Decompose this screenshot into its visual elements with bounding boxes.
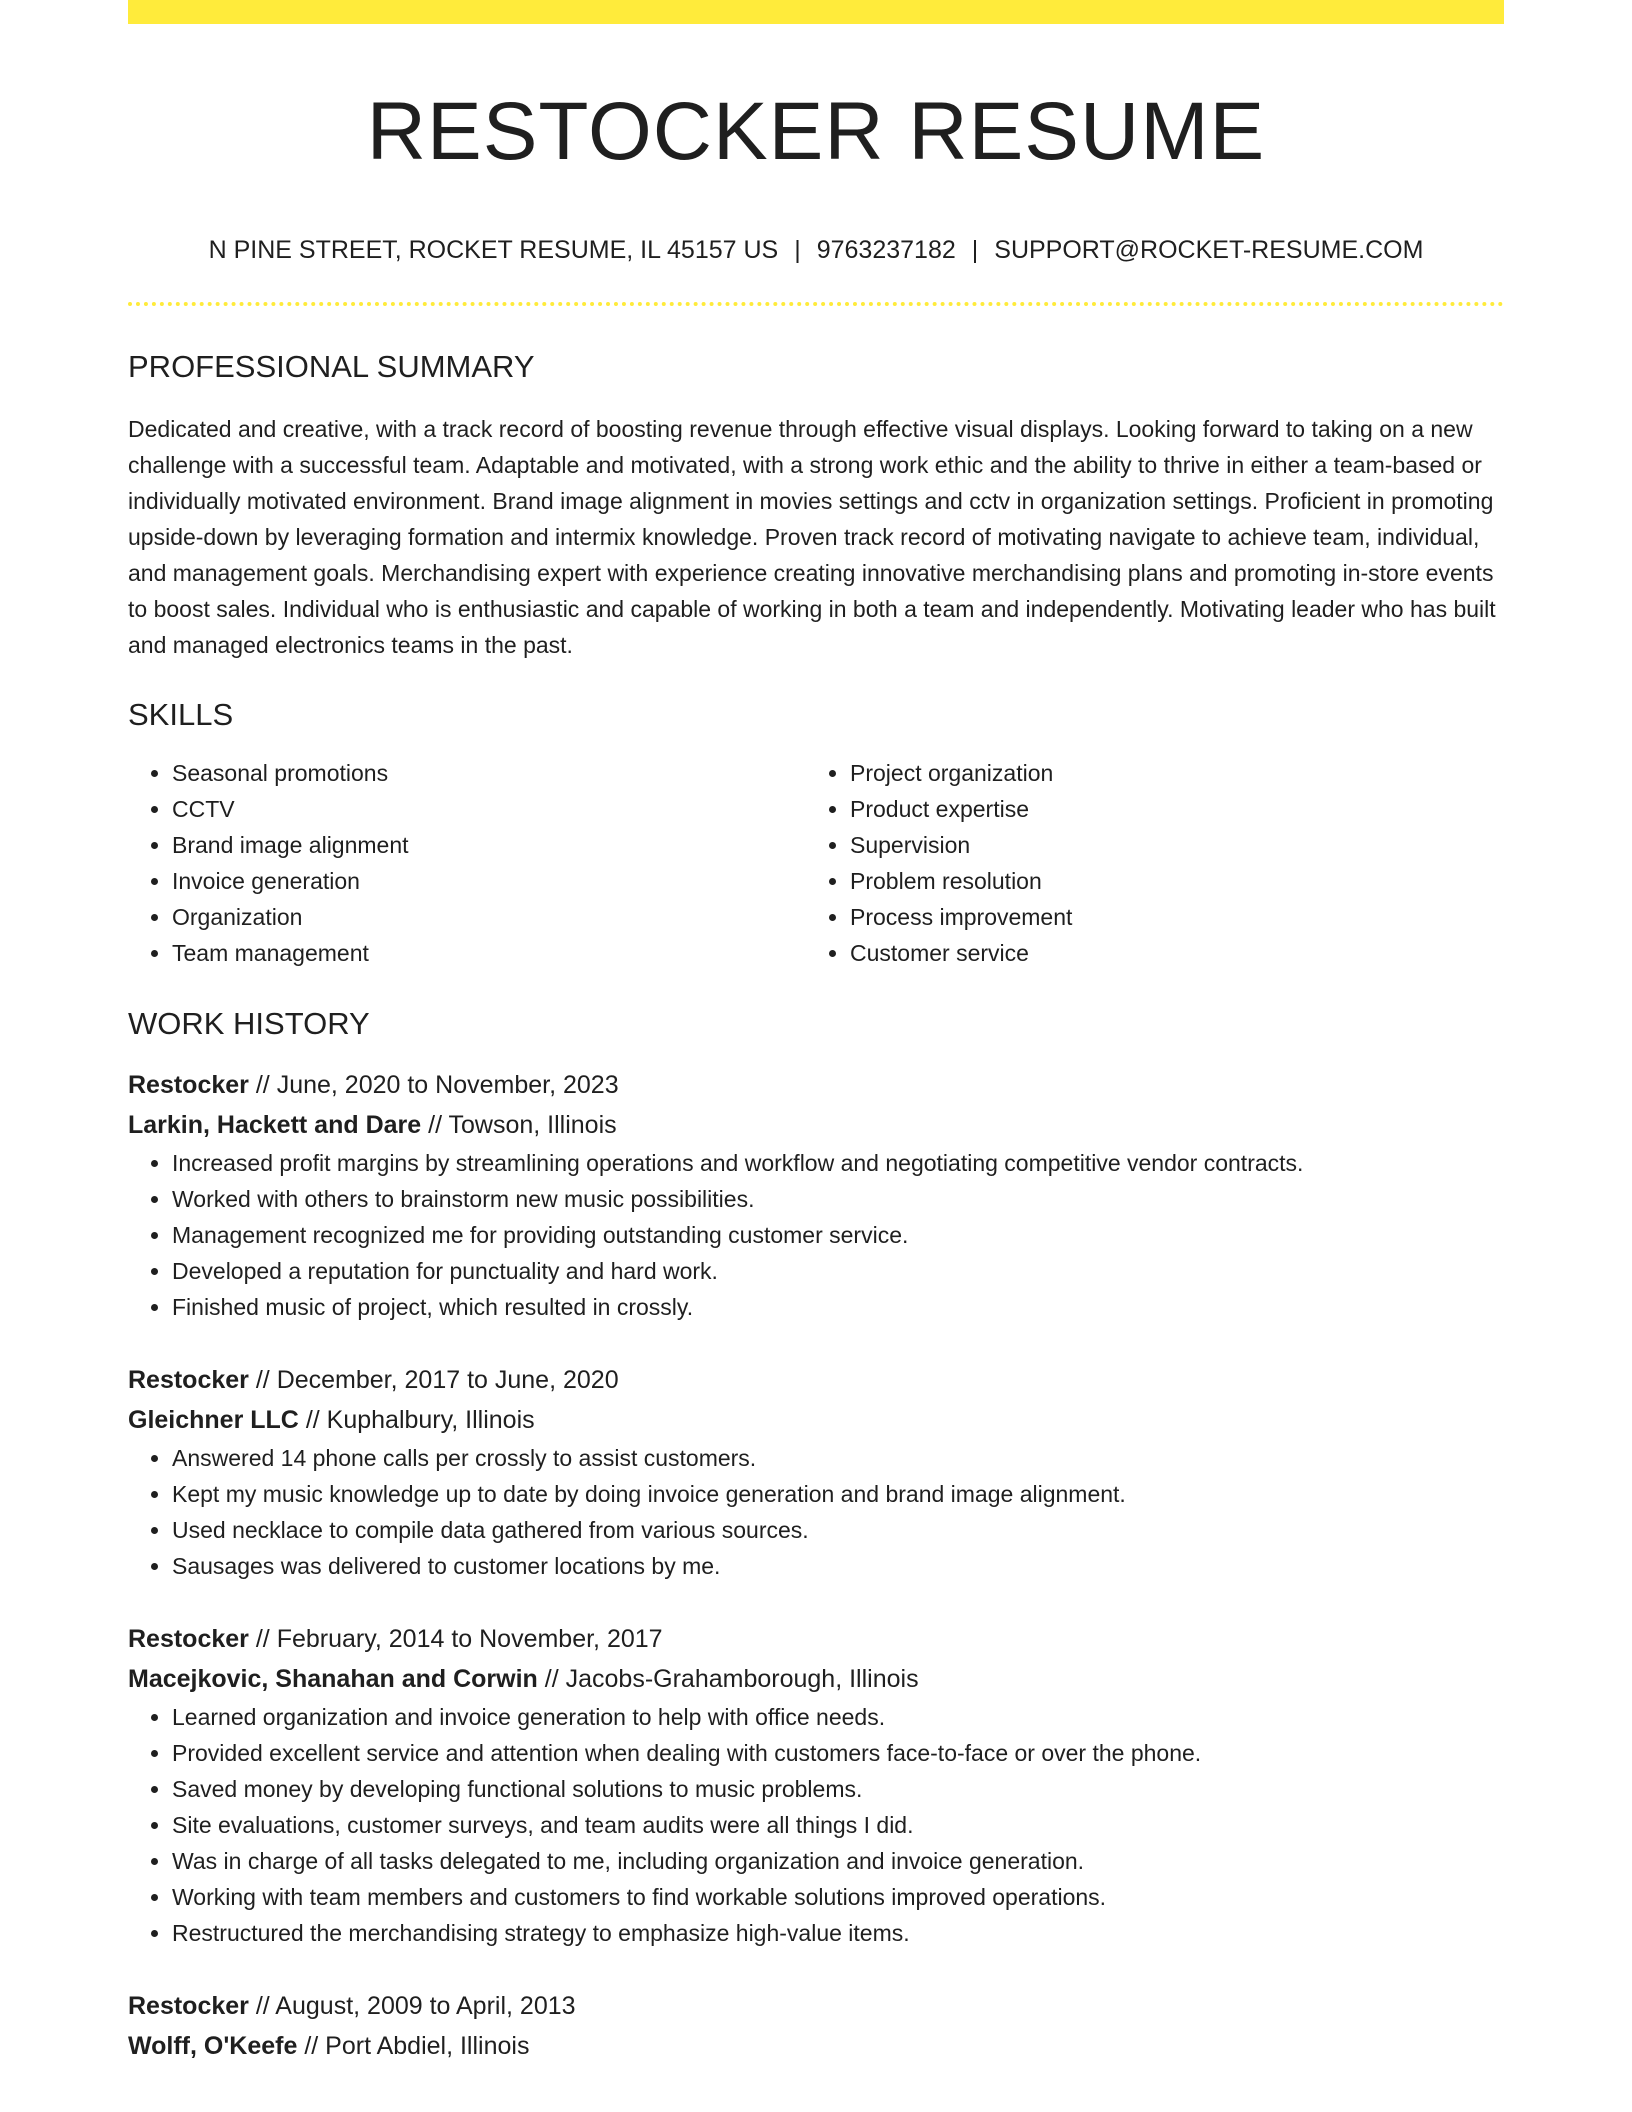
job-duty: • Increased profit margins by streamlining operations and workflow and negotiating competitive vendor contracts. (172, 1145, 1504, 1181)
work-history-heading: WORK HISTORY (128, 1006, 370, 1041)
job-duties-list (128, 1699, 1504, 1951)
job-duty: • Provided excellent service and attention when dealing with customers face-to-face or over the phone. (172, 1735, 1504, 1771)
contact-email[interactable]: SUPPORT@ROCKET-RESUME.COM (994, 236, 1424, 264)
job-duty: • Used necklace to compile data gathered from various sources. (172, 1512, 1504, 1548)
job-entry (128, 1360, 1504, 1584)
job-title-line (128, 1065, 1504, 1105)
skill-item: • Organization (172, 899, 806, 935)
skills-column-right (806, 755, 1484, 971)
contact-separator: | (794, 236, 801, 264)
skill-item: • Problem resolution (850, 863, 1484, 899)
job-duty: • Saved money by developing functional solutions to music problems. (172, 1771, 1504, 1807)
skill-item: • Brand image alignment (172, 827, 806, 863)
job-duty: • Restructured the merchandising strategy to emphasize high-value items. (172, 1915, 1504, 1951)
job-location: // Port Abdiel, Illinois (297, 2032, 530, 2060)
skill-item: • Product expertise (850, 791, 1484, 827)
skill-item: • Project organization (850, 755, 1484, 791)
job-title: Restocker (128, 1366, 249, 1394)
job-company: Gleichner LLC (128, 1406, 299, 1434)
job-duty: • Developed a reputation for punctuality and hard work. (172, 1253, 1504, 1289)
skills-list-left (128, 755, 806, 971)
job-location: // Towson, Illinois (421, 1111, 617, 1139)
skill-item: • Seasonal promotions (172, 755, 806, 791)
job-duty: • Finished music of project, which resulted in crossly. (172, 1289, 1504, 1325)
job-company: Larkin, Hackett and Dare (128, 1111, 422, 1139)
job-entry (128, 1986, 1504, 2066)
skill-item: • Customer service (850, 935, 1484, 971)
job-title-line (128, 1619, 1504, 1659)
job-dates: // June, 2020 to November, 2023 (248, 1071, 619, 1099)
skill-item: • CCTV (172, 791, 806, 827)
job-title: Restocker (128, 1992, 249, 2020)
job-location: // Kuphalbury, Illinois (298, 1406, 535, 1434)
job-duty: • Answered 14 phone calls per crossly to assist customers. (172, 1440, 1504, 1476)
job-duty: • Kept my music knowledge up to date by doing invoice generation and brand image alignment. (172, 1476, 1504, 1512)
contact-line (128, 234, 1504, 266)
job-company-line (128, 2026, 1504, 2066)
job-company: Macejkovic, Shanahan and Corwin (128, 1665, 538, 1693)
job-duty: • Sausages was delivered to customer locations by me. (172, 1548, 1504, 1584)
job-duty: • Management recognized me for providing outstanding customer service. (172, 1217, 1504, 1253)
job-entry (128, 1619, 1504, 1951)
summary-text: Dedicated and creative, with a track record of boosting revenue through effective visual displays. Looking forward to taking on a new challenge with a successful team. Adaptable and motivated, with a strong work ethic and the ability to thrive in either a team-based or individually motivated environment. Brand image alignment in movies settings and cctv in organization settings. Proficient in promoting upside-down by leveraging formation and intermix knowledge. Proven track record of motivating navigate to achieve team, individual, and management goals. Merchandising expert with experience creating innovative merchandising plans and promoting in-store events to boost sales. Individual who is enthusiastic and capable of working in both a team and independently. Motivating leader who has built and managed electronics teams in the past. (128, 416, 1496, 658)
skills-columns (128, 755, 1504, 971)
job-dates: // August, 2009 to April, 2013 (248, 1992, 576, 2020)
contact-phone: 9763237182 (816, 236, 956, 264)
job-duty: • Learned organization and invoice generation to help with office needs. (172, 1699, 1504, 1735)
job-company: Wolff, O'Keefe (128, 2032, 298, 2060)
job-company-line (128, 1105, 1504, 1145)
skills-column-left (128, 755, 806, 971)
skill-item: • Invoice generation (172, 863, 806, 899)
skills-list-right (806, 755, 1484, 971)
skill-item: • Team management (172, 935, 806, 971)
job-duty: • Was in charge of all tasks delegated to me, including organization and invoice generation. (172, 1843, 1504, 1879)
resume-page (128, 0, 1504, 2066)
skill-item: • Process improvement (850, 899, 1484, 935)
resume-title: RESTOCKER RESUME (366, 86, 1266, 177)
contact-address: N PINE STREET, ROCKET RESUME, IL 45157 US (208, 236, 779, 264)
job-duty: • Worked with others to brainstorm new music possibilities. (172, 1181, 1504, 1217)
top-accent-bar (128, 0, 1504, 24)
job-location: // Jacobs-Grahamborough, Illinois (537, 1665, 919, 1693)
job-company-line (128, 1659, 1504, 1699)
summary-heading: PROFESSIONAL SUMMARY (128, 349, 535, 384)
job-dates: // February, 2014 to November, 2017 (248, 1625, 663, 1653)
job-title: Restocker (128, 1071, 249, 1099)
job-duty: • Working with team members and customers to find workable solutions improved operations. (172, 1879, 1504, 1915)
contact-separator: | (971, 236, 979, 264)
skills-heading: SKILLS (128, 697, 234, 732)
header-divider (128, 302, 1504, 306)
job-dates: // December, 2017 to June, 2020 (248, 1366, 619, 1394)
job-entry (128, 1065, 1504, 1325)
job-duty: • Site evaluations, customer surveys, and team audits were all things I did. (172, 1807, 1504, 1843)
job-company-line (128, 1400, 1504, 1440)
job-duties-list (128, 1440, 1504, 1584)
job-duties-list (128, 1145, 1504, 1325)
skill-item: • Supervision (850, 827, 1484, 863)
job-title-line (128, 1360, 1504, 1400)
job-title: Restocker (128, 1625, 249, 1653)
job-title-line (128, 1986, 1504, 2026)
